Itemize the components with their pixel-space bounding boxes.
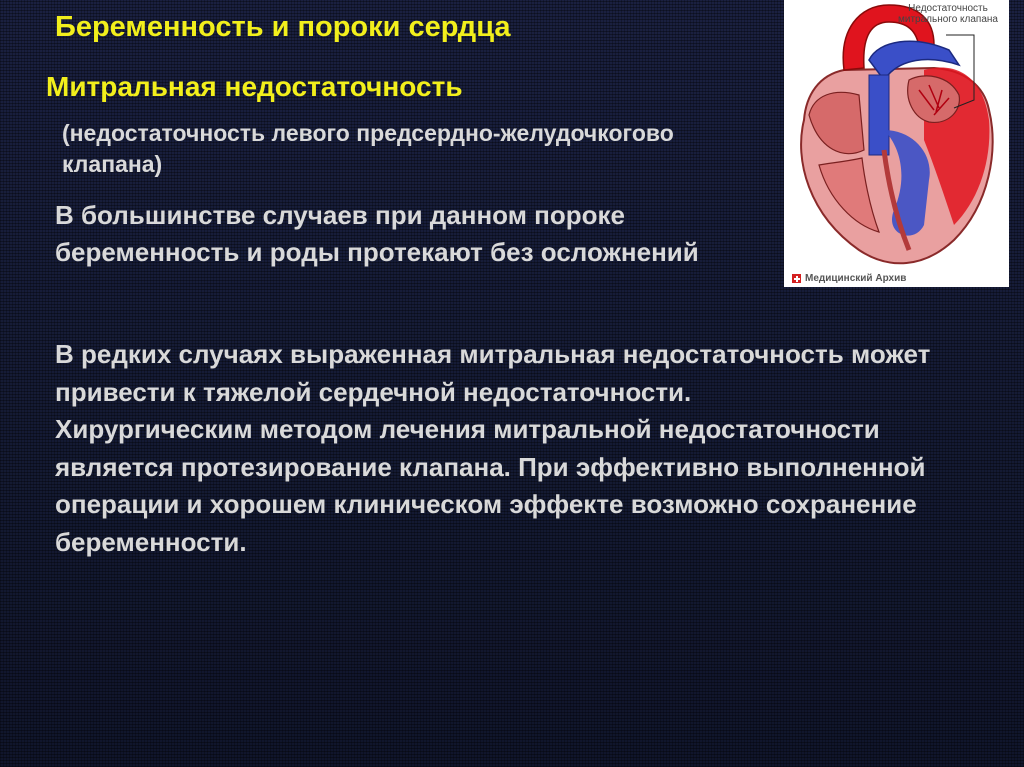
figure-source: Медицинский Архив (805, 273, 907, 284)
figure-footer (792, 273, 906, 284)
heart-illustration (784, 0, 1009, 287)
paragraph-pregnancy-outcome: В большинстве случаев при данном пороке беременность и роды протекают без осложнений (55, 200, 699, 267)
vena-cava (869, 75, 889, 155)
medical-cross-icon (792, 274, 801, 283)
paragraph-complications-treatment (55, 336, 985, 561)
paragraph-line: В редких случаях выраженная митральная недостаточность может привести к тяжелой сердечной недостаточности. (55, 339, 931, 407)
slide-title: Беременность и пороки сердца (55, 11, 511, 43)
parenthetical-note: (недостаточность левого предсердно-желудочкогово клапана) (62, 120, 674, 177)
paragraph-line: Хирургическим методом лечения митральной недостаточности является протезирование клапана. При эффективно выполненной операции и хорошем клиническом эффекте возможно сохранение беременности. (55, 414, 926, 557)
slide-subtitle: Митральная недостаточность (46, 71, 463, 102)
figure-label: Недостаточность митрального клапана (897, 3, 998, 25)
heart-diagram-figure (784, 0, 1009, 287)
